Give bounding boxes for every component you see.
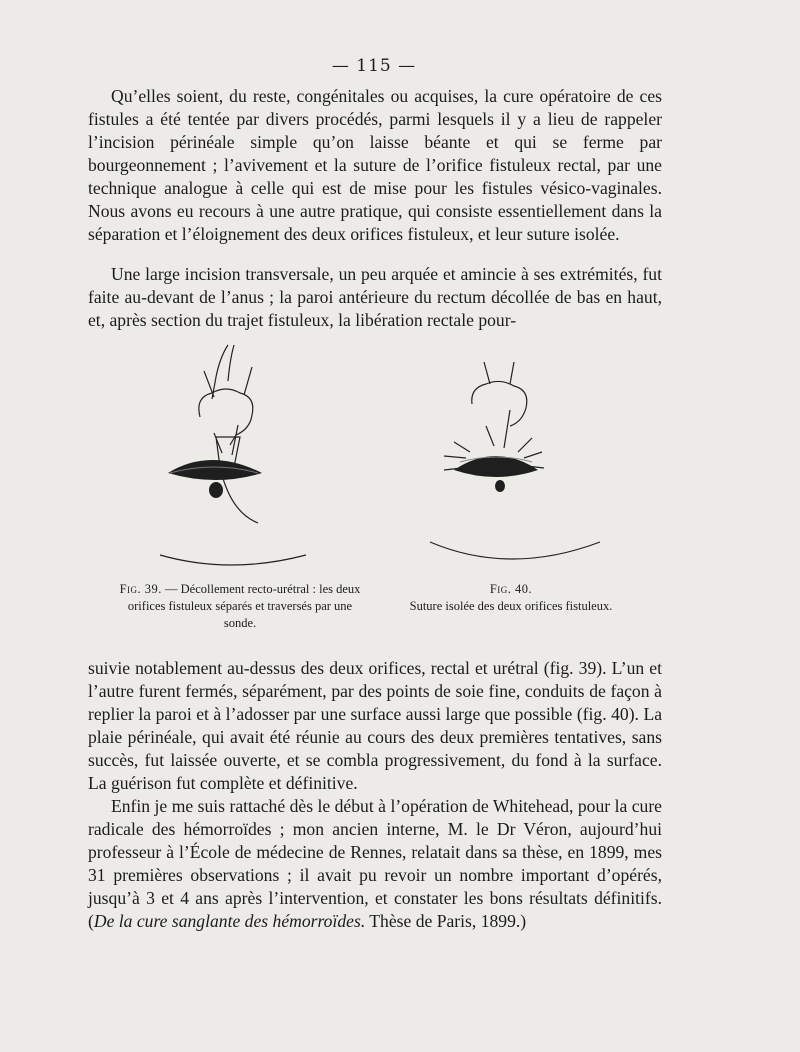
figure-40-caption [408, 581, 614, 615]
paragraph-4-end: Thèse de Paris, 1899.) [365, 911, 527, 931]
figure-39-illustration [140, 337, 340, 577]
paragraph-4-text: Enfin je me suis rattaché dès le début à l’opération de Whitehead, pour la cure radicale des hémorroïdes ; mon ancien interne, M. le Dr Véron, aujourd’hui professeur à l’École de médecine de Rennes, relatait dans sa thèse, en 1899, mes 31 premières observations ; il avait pu revoir un nombre important d’opérés, jusqu’à 3 et 4 ans après l’intervention, et constater les bons résultats définitifs. ( [88, 796, 662, 931]
paragraph-2: Une large incision transversale, un peu arquée et amincie à ses extrémités, fut faite au-devant de l’anus ; la paroi antérieure du rectum décollée de bas en haut, et, après section du trajet fistuleux, la libération rectale pour- [88, 264, 662, 330]
figure-39-label: Fig. 39. [119, 582, 162, 596]
paragraph-4 [88, 795, 662, 933]
figure-39-caption-text: — Décollement recto-urétral : les deux orifices fistuleux séparés et traversés par une sonde. [127, 582, 361, 630]
page-number: — 115 — [331, 56, 417, 76]
paragraph-1: Qu’elles soient, du reste, congénitales ou acquises, la cure opératoire de ces fistules a été tentée par divers procédés, parmi lesquels il y a lieu de rappeler l’incision périnéale simple qu’on laisse béante et qui se ferme par bourgeonnement ; l’avivement et la suture de l’orifice fistuleux rectal, par une technique analogue à celle qui est de mise pour les fistules vésico-vaginales. Nous avons eu recours à une autre pratique, qui consiste essentiellement dans la séparation et l’éloignement des deux orifices fistuleux, et leur suture isolée. [88, 86, 662, 244]
figure-40-label: Fig. 40. [489, 582, 533, 596]
paragraph-3: suivie notablement au-dessus des deux orifices, rectal et urétral (fig. 39). L’un et l’autre furent fermés, séparément, par des points de soie fine, conduits de façon à replier la paroi et à l’adosser par une surface aussi large que possible (fig. 40). La plaie périnéale, qui avait été réunie au cours des deux premières tentatives, sans succès, fut laissée ouverte, et se combla progressivement, du fond à la surface. La guérison fut complète et définitive. [88, 658, 662, 793]
thesis-title: De la cure sanglante des hémorroïdes. [93, 911, 366, 931]
figure-39-caption [118, 581, 362, 632]
figure-40-illustration [414, 350, 614, 580]
figure-40-caption-text: Suture isolée des deux orifices fistuleux. [409, 599, 613, 613]
